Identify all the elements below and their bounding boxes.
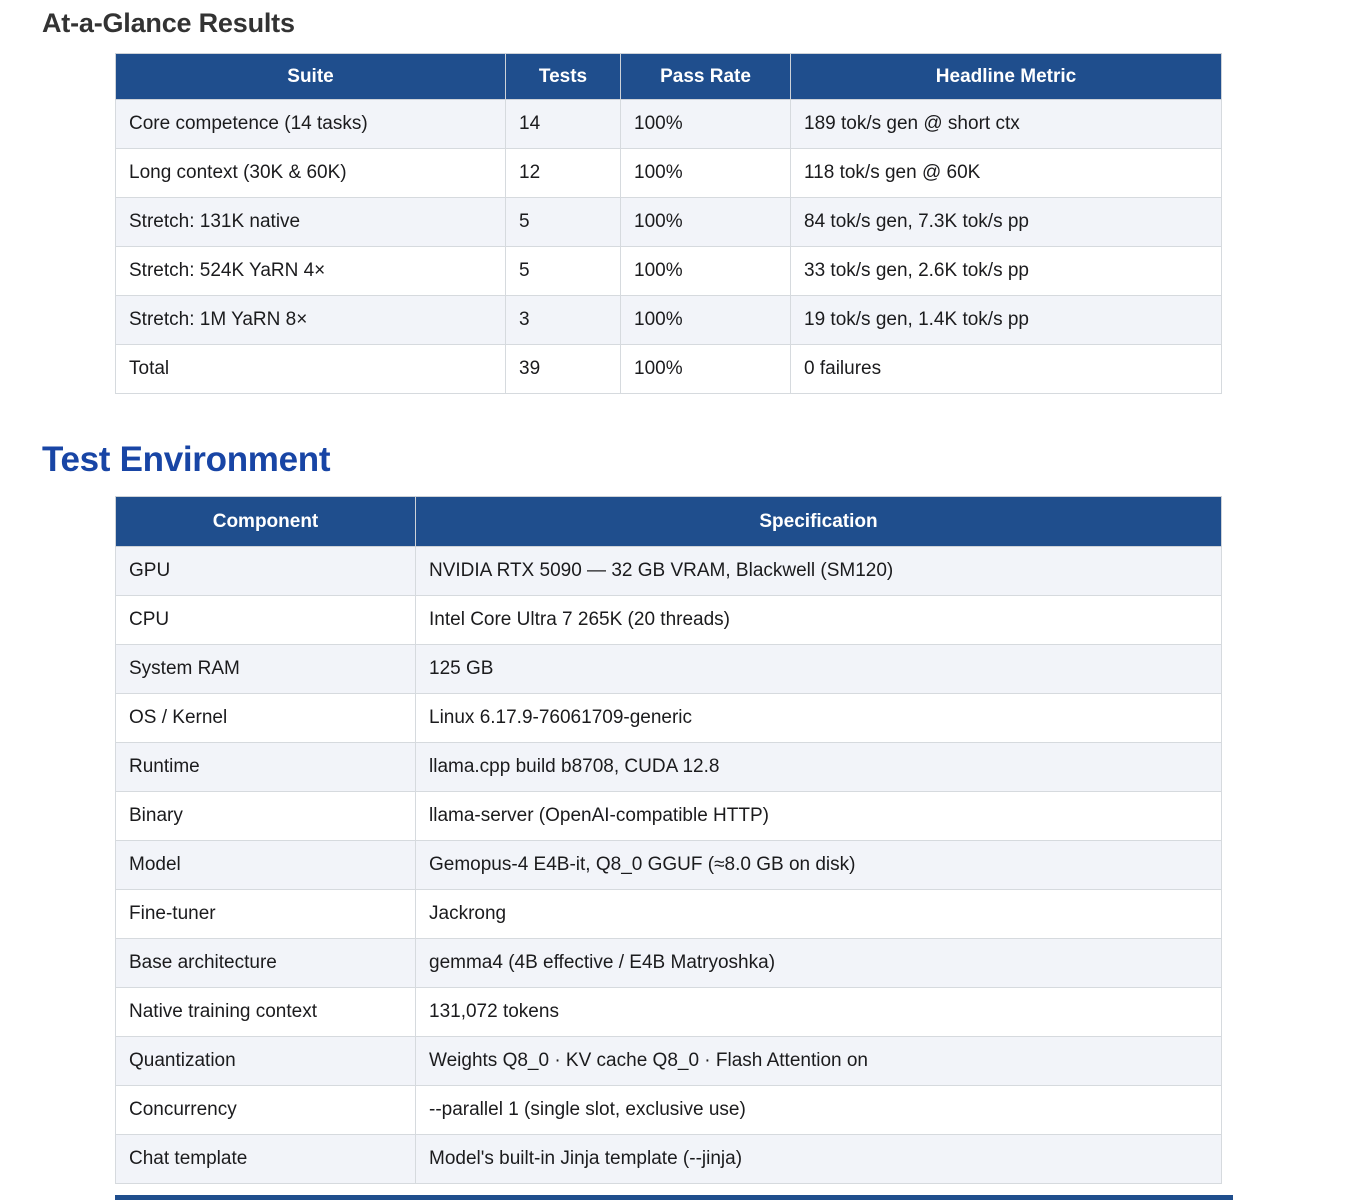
table-cell: Stretch: 131K native [116, 198, 506, 247]
table-cell: Long context (30K & 60K) [116, 149, 506, 198]
section-title-at-a-glance: At-a-Glance Results [42, 8, 295, 38]
column-header: Specification [416, 497, 1222, 547]
table-cell: 5 [506, 247, 621, 296]
table-cell: OS / Kernel [116, 694, 416, 743]
table-cell: Core competence (14 tasks) [116, 100, 506, 149]
table-cell: 39 [506, 345, 621, 394]
table-row [116, 149, 1222, 198]
table-row [116, 743, 1222, 792]
table-cell: 84 tok/s gen, 7.3K tok/s pp [791, 198, 1222, 247]
column-header: Pass Rate [621, 54, 791, 100]
table-row [116, 1135, 1222, 1184]
table-cell: Stretch: 524K YaRN 4× [116, 247, 506, 296]
table-cell: Model's built-in Jinja template (--jinja) [416, 1135, 1222, 1184]
table-cell: 0 failures [791, 345, 1222, 394]
table-cell: 14 [506, 100, 621, 149]
section-title-test-environment: Test Environment [42, 440, 331, 479]
table-cell: 189 tok/s gen @ short ctx [791, 100, 1222, 149]
table-cell: 5 [506, 198, 621, 247]
table-cell: 100% [621, 345, 791, 394]
table-row [116, 694, 1222, 743]
table-row [116, 841, 1222, 890]
table-cell: Intel Core Ultra 7 265K (20 threads) [416, 596, 1222, 645]
table-cell: Model [116, 841, 416, 890]
table-cell: 100% [621, 149, 791, 198]
table-cell: Stretch: 1M YaRN 8× [116, 296, 506, 345]
table-cell: 100% [621, 247, 791, 296]
column-header: Suite [116, 54, 506, 100]
table-cell: GPU [116, 547, 416, 596]
table-cell: 33 tok/s gen, 2.6K tok/s pp [791, 247, 1222, 296]
table-row [116, 296, 1222, 345]
table-row [116, 792, 1222, 841]
table-cell: 100% [621, 198, 791, 247]
table-row [116, 1037, 1222, 1086]
table-cell: Total [116, 345, 506, 394]
table-row [116, 939, 1222, 988]
table-cell: Fine-tuner [116, 890, 416, 939]
table-cell: NVIDIA RTX 5090 — 32 GB VRAM, Blackwell (SM120) [416, 547, 1222, 596]
table-row [116, 547, 1222, 596]
table-cell: llama.cpp build b8708, CUDA 12.8 [416, 743, 1222, 792]
table-cell: 19 tok/s gen, 1.4K tok/s pp [791, 296, 1222, 345]
table-row [116, 645, 1222, 694]
table-row [116, 345, 1222, 394]
column-header: Headline Metric [791, 54, 1222, 100]
test-environment-table [115, 496, 1222, 1184]
table-cell: 12 [506, 149, 621, 198]
table-cell: 125 GB [416, 645, 1222, 694]
table-cell: Binary [116, 792, 416, 841]
table-row [116, 100, 1222, 149]
table-cell: Gemopus-4 E4B-it, Q8_0 GGUF (≈8.0 GB on disk) [416, 841, 1222, 890]
table-cell: Weights Q8_0 · KV cache Q8_0 · Flash Attention on [416, 1037, 1222, 1086]
table-cell: 100% [621, 296, 791, 345]
table-cell: CPU [116, 596, 416, 645]
header-row [116, 54, 1222, 100]
table-cell: Chat template [116, 1135, 416, 1184]
table-row [116, 247, 1222, 296]
table-row [116, 890, 1222, 939]
column-header: Tests [506, 54, 621, 100]
table-cell: Concurrency [116, 1086, 416, 1135]
column-header: Component [116, 497, 416, 547]
table-cell: Linux 6.17.9-76061709-generic [416, 694, 1222, 743]
table-row [116, 198, 1222, 247]
table-cell: 100% [621, 100, 791, 149]
table-cell: --parallel 1 (single slot, exclusive use) [416, 1086, 1222, 1135]
table-cell: Quantization [116, 1037, 416, 1086]
table-cell: Runtime [116, 743, 416, 792]
table-cell: Native training context [116, 988, 416, 1037]
table-row [116, 1086, 1222, 1135]
table-cell: llama-server (OpenAI-compatible HTTP) [416, 792, 1222, 841]
table-cell: System RAM [116, 645, 416, 694]
table-cell: 118 tok/s gen @ 60K [791, 149, 1222, 198]
table-cell: Base architecture [116, 939, 416, 988]
table-row [116, 596, 1222, 645]
table-row [116, 988, 1222, 1037]
next-table-header-cutoff [115, 1195, 1233, 1200]
header-row [116, 497, 1222, 547]
at-a-glance-table [115, 53, 1222, 394]
table-cell: gemma4 (4B effective / E4B Matryoshka) [416, 939, 1222, 988]
table-cell: 131,072 tokens [416, 988, 1222, 1037]
table-cell: 3 [506, 296, 621, 345]
table-cell: Jackrong [416, 890, 1222, 939]
